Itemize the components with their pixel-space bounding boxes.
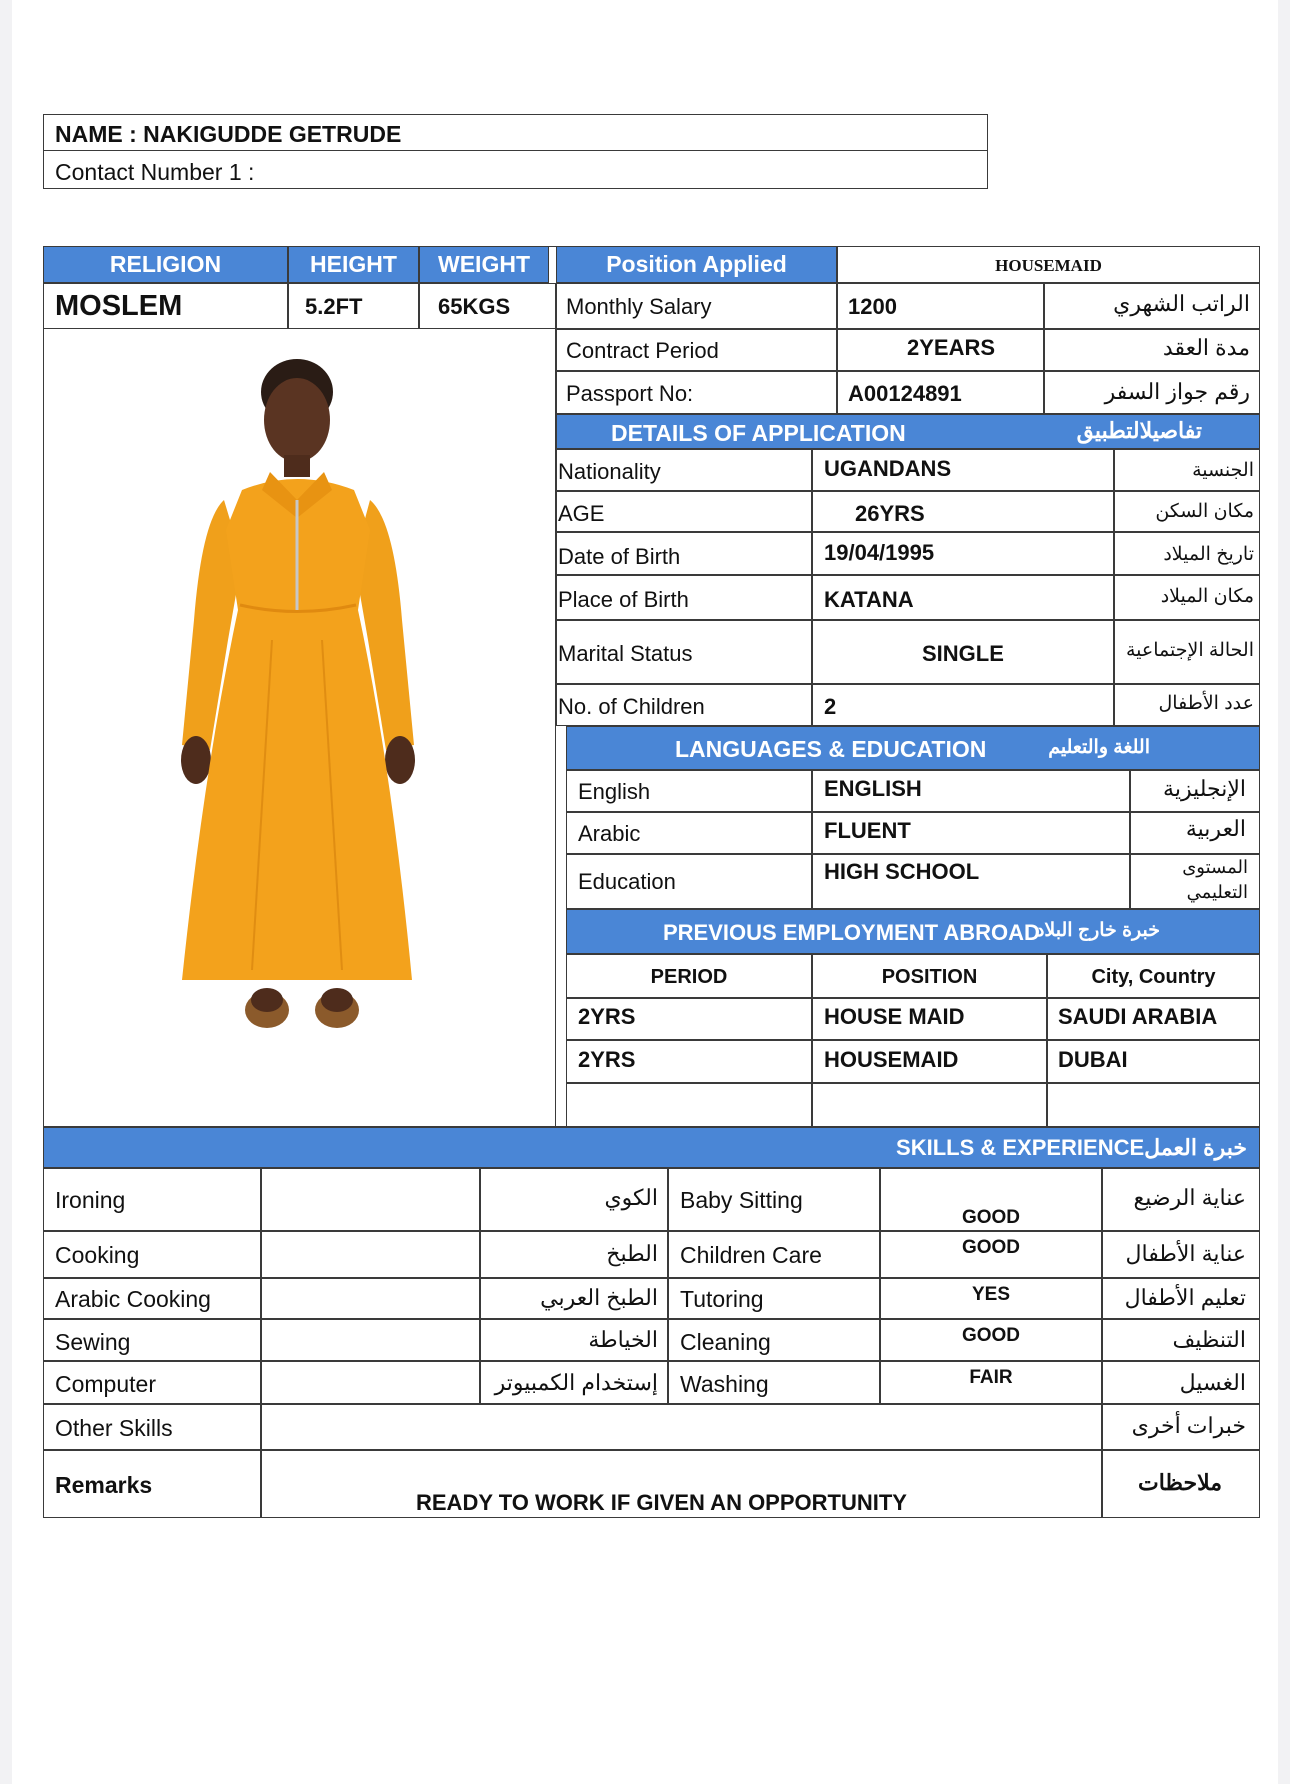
details-title: DETAILS OF APPLICATION [611, 420, 906, 446]
employment-row-2-period: 2YRS [578, 1047, 636, 1072]
arabic-label: Arabic [578, 821, 641, 846]
position-col-header: POSITION [881, 966, 978, 988]
passport-arabic: رقم جواز السفر [1104, 379, 1250, 404]
other-skills-label: Other Skills [55, 1415, 173, 1441]
sewing-value-cell [261, 1319, 480, 1361]
skills-title [712, 1137, 1247, 1159]
contract-value: 2YEARS [907, 335, 996, 360]
employment-title-ar: خبرة خارج البلاد [1035, 920, 1160, 941]
education-value: HIGH SCHOOL [824, 859, 980, 884]
baby-sitting-value: GOOD [961, 1207, 1021, 1228]
salary-value: 1200 [848, 294, 897, 319]
computer-arabic: إستخدام الكمبيوتر [494, 1370, 658, 1395]
religion-header-text: RELIGION [109, 251, 222, 277]
employment-row-3-position-cell [812, 1083, 1047, 1127]
cleaning-arabic: التنظيف [1172, 1327, 1246, 1352]
dob-value: 19/04/1995 [824, 540, 935, 565]
weight-value: 65KGS [438, 294, 511, 319]
height-value: 5.2FT [305, 294, 363, 319]
employment-row-3-place-cell [1047, 1083, 1260, 1127]
children-care-arabic: عناية الأطفال [1125, 1241, 1246, 1266]
ironing-value-cell [261, 1168, 480, 1231]
contact-number: Contact Number 1 : [55, 159, 255, 185]
employment-row-2-position: HOUSEMAID [824, 1047, 959, 1072]
cleaning-value: GOOD [961, 1325, 1021, 1346]
contract-label: Contract Period [566, 338, 719, 363]
tutoring-value: YES [971, 1284, 1011, 1305]
remarks-label: Remarks [55, 1472, 153, 1498]
children-label: No. of Children [558, 694, 705, 719]
religion-value: MOSLEM [55, 290, 183, 322]
washing-value: FAIR [969, 1367, 1013, 1388]
sewing-label: Sewing [55, 1329, 131, 1355]
children-value: 2 [824, 694, 837, 719]
skills-title-en: SKILLS & EXPERIENCE [896, 1135, 1145, 1160]
employment-row-3-period-cell [566, 1083, 812, 1127]
dob-label: Date of Birth [558, 544, 681, 569]
details-title-ar: تفاصيلالتطبيق [1076, 418, 1202, 443]
salary-label: Monthly Salary [566, 294, 712, 319]
salary-arabic: الراتب الشهري [1113, 291, 1250, 316]
marital-arabic: الحالة الإجتماعية [1126, 640, 1254, 661]
skills-title-ar: خبرة العمل [1144, 1135, 1247, 1160]
washing-label: Washing [680, 1371, 769, 1397]
children-care-label: Children Care [680, 1242, 822, 1268]
position-value: HOUSEMAID [995, 256, 1102, 275]
cleaning-label: Cleaning [680, 1329, 771, 1355]
english-arabic: الإنجليزية [1163, 776, 1246, 801]
passport-label: Passport No: [566, 381, 694, 406]
arabic-value: FLUENT [824, 818, 911, 843]
weight-header-text: WEIGHT [438, 251, 530, 277]
position-header-text: Position Applied [606, 251, 787, 277]
cooking-value-cell [261, 1231, 480, 1278]
english-value: ENGLISH [824, 776, 922, 801]
computer-value-cell [261, 1361, 480, 1404]
tutoring-arabic: تعليم الأطفال [1124, 1285, 1246, 1310]
children-care-value: GOOD [961, 1237, 1021, 1258]
remarks-value: READY TO WORK IF GIVEN AN OPPORTUNITY [416, 1490, 907, 1515]
computer-label: Computer [55, 1371, 156, 1397]
age-value: 26YRS [855, 501, 925, 526]
marital-value: SINGLE [922, 641, 1004, 666]
employment-title: PREVIOUS EMPLOYMENT ABROAD [663, 920, 1040, 945]
children-arabic: عدد الأطفال [1158, 693, 1254, 714]
arabic-cooking-label: Arabic Cooking [55, 1286, 211, 1312]
arabic-cooking-value-cell [261, 1278, 480, 1319]
ironing-label: Ironing [55, 1187, 126, 1213]
contract-arabic: مدة العقد [1162, 335, 1250, 360]
tutoring-label: Tutoring [680, 1286, 764, 1312]
sewing-arabic: الخياطة [588, 1327, 658, 1352]
other-skills-arabic: خبرات أخرى [1131, 1413, 1246, 1438]
baby-sitting-arabic: عناية الرضيع [1133, 1185, 1246, 1210]
other-skills-value-cell [261, 1404, 1102, 1450]
remarks-arabic: ملاحظات [1138, 1470, 1222, 1495]
applicant-photo [162, 350, 442, 1050]
ironing-arabic: الكوي [604, 1185, 658, 1210]
pob-label: Place of Birth [558, 587, 689, 612]
period-header: PERIOD [650, 966, 728, 988]
languages-title: LANGUAGES & EDUCATION [675, 736, 987, 762]
arabic-cooking-arabic: الطبخ العربي [540, 1285, 658, 1310]
cv-sheet [12, 0, 1278, 1784]
nationality-arabic: الجنسية [1192, 460, 1254, 481]
children-value-cell [812, 684, 1114, 726]
washing-arabic: الغسيل [1179, 1370, 1246, 1395]
pob-arabic: مكان الميلاد [1160, 586, 1254, 607]
height-header-text: HEIGHT [310, 251, 397, 277]
education-arabic-1: المستوى [1182, 857, 1248, 877]
marital-label: Marital Status [558, 641, 693, 666]
languages-title-ar: اللغة والتعليم [1048, 737, 1150, 758]
employment-row-2-place: DUBAI [1058, 1047, 1128, 1072]
place-header: City, Country [1091, 966, 1216, 988]
cooking-label: Cooking [55, 1242, 140, 1268]
english-label: English [578, 779, 651, 804]
education-label: Education [578, 869, 676, 894]
pob-value: KATANA [824, 587, 914, 612]
education-arabic-2: التعليمي [1186, 882, 1248, 902]
cooking-arabic: الطبخ [606, 1241, 658, 1266]
applicant-name: NAME : NAKIGUDDE GETRUDE [55, 121, 402, 147]
nationality-label: Nationality [558, 459, 661, 484]
nationality-value: UGANDANS [824, 456, 952, 481]
age-arabic: مكان السكن [1155, 501, 1254, 522]
passport-value: A00124891 [848, 381, 962, 406]
employment-row-1-place: SAUDI ARABIA [1058, 1004, 1218, 1029]
baby-sitting-label: Baby Sitting [680, 1187, 803, 1213]
employment-row-1-period: 2YRS [578, 1004, 636, 1029]
dob-arabic: تاريخ الميلاد [1163, 544, 1254, 565]
age-label: AGE [558, 501, 605, 526]
employment-row-1-position: HOUSE MAID [824, 1004, 965, 1029]
arabic-arabic: العربية [1185, 816, 1246, 841]
